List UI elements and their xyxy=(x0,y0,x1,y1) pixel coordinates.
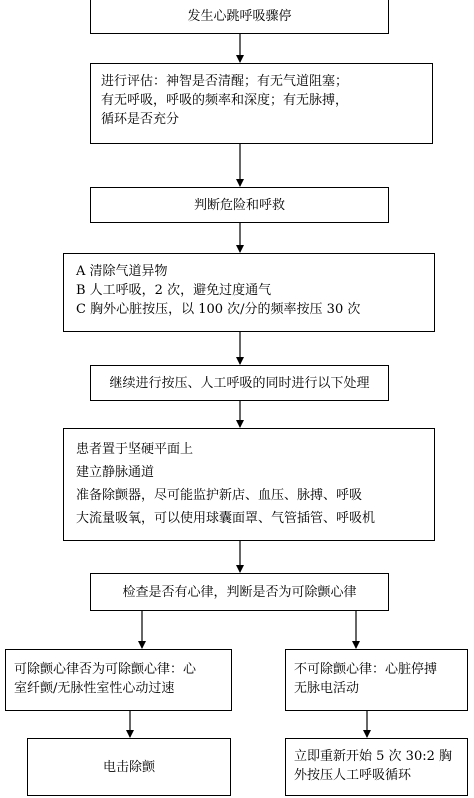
abc-line-c: C 胸外心脏按压，以 100 次/分的频率按压 30 次 xyxy=(76,302,361,317)
restart-cpr-line-1: 立即重新开始 5 次 30:2 胸 xyxy=(294,749,452,764)
treatment-line-1: 患者置于坚硬平面上 xyxy=(76,442,194,457)
step-check-rhythm xyxy=(90,573,389,611)
treatment-line-3: 准备除颤器，尽可能监护新店、血压、脉搏、呼吸 xyxy=(76,488,363,503)
non-shockable-line-1: 不可除颤心律：心脏停搏 xyxy=(294,662,438,677)
step-cardiac-arrest xyxy=(90,0,389,34)
assessment-line-1: 进行评估：神智是否清醒；有无气道阻塞； xyxy=(101,74,349,89)
treatment-line-2: 建立静脉通道 xyxy=(76,465,155,480)
non-shockable-line-2: 无脉电活动 xyxy=(294,681,360,696)
branch-shockable xyxy=(5,649,232,711)
outcome-defibrillation-text: 电击除颤 xyxy=(102,759,155,775)
step-continue xyxy=(90,365,389,401)
abc-line-a: A 清除气道异物 xyxy=(76,264,168,279)
step-continue-text: 继续进行按压、人工呼吸的同时进行以下处理 xyxy=(109,375,370,391)
outcome-restart-cpr xyxy=(285,738,468,796)
abc-line-b: B 人工呼吸，2 次，避免过度通气 xyxy=(76,283,272,298)
shockable-line-2: 室纤颤/无脉性室性心动过速 xyxy=(14,681,175,696)
assessment-line-3: 循环是否充分 xyxy=(101,112,180,127)
restart-cpr-line-2: 外按压人工呼吸循环 xyxy=(294,768,412,783)
shockable-line-1: 可除颤心律否为可除颤心律：心 xyxy=(14,662,197,677)
step-abc xyxy=(63,253,435,332)
outcome-defibrillation xyxy=(27,738,231,796)
step-judge-danger-text: 判断危险和呼救 xyxy=(193,197,285,213)
step-check-rhythm-text: 检查是否有心律，判断是否为可除颤心律 xyxy=(122,584,357,600)
branch-non-shockable xyxy=(285,649,468,711)
step-judge-danger xyxy=(90,187,389,223)
step-cardiac-arrest-text: 发生心跳呼吸骤停 xyxy=(187,8,292,24)
assessment-line-2: 有无呼吸，呼吸的频率和深度；有无脉搏， xyxy=(101,93,349,108)
step-treatment xyxy=(63,428,435,541)
treatment-line-4: 大流量吸氧，可以使用球囊面罩、气管插管、呼吸机 xyxy=(76,511,376,526)
step-assessment xyxy=(90,63,433,144)
